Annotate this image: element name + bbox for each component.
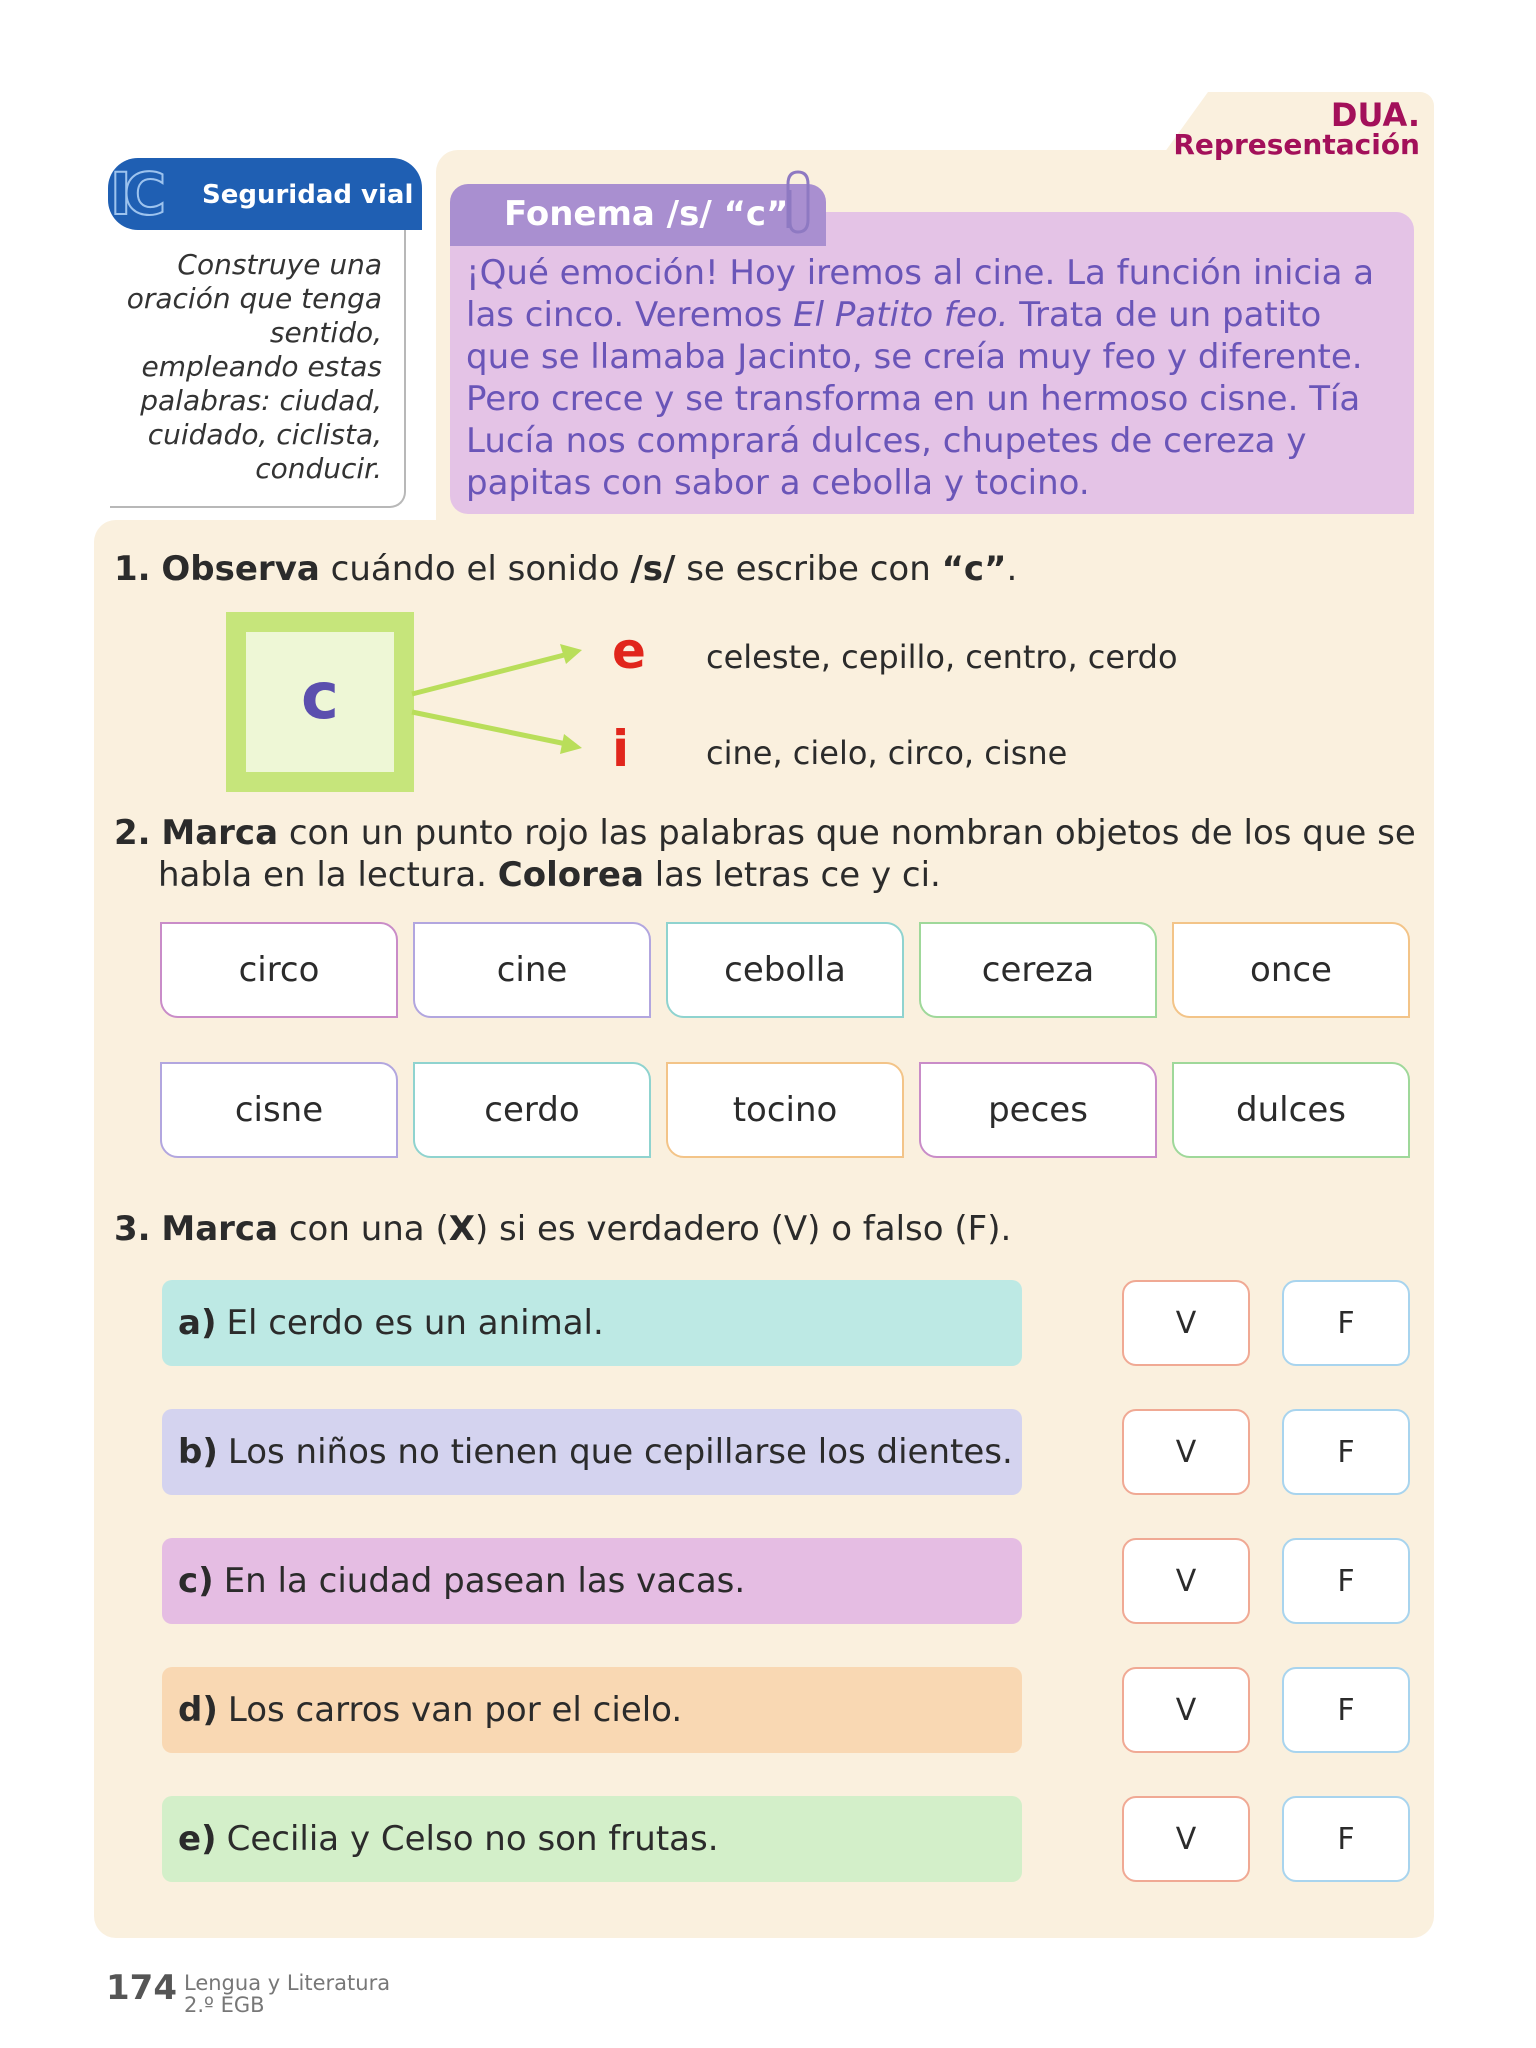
true-checkbox[interactable]: V (1122, 1538, 1250, 1624)
dua-title: DUA. (1330, 96, 1420, 134)
false-checkbox[interactable]: F (1282, 1280, 1410, 1366)
statement-b (162, 1409, 1022, 1495)
book-info: Lengua y Literatura 2.º EGB (184, 1971, 391, 2017)
arrow-icons (410, 630, 590, 760)
statement-a (162, 1280, 1022, 1366)
true-checkbox[interactable]: V (1122, 1796, 1250, 1882)
false-checkbox[interactable]: F (1282, 1796, 1410, 1882)
word-chip[interactable]: tocino (666, 1062, 904, 1158)
true-checkbox[interactable]: V (1122, 1280, 1250, 1366)
statement-d (162, 1667, 1022, 1753)
statement-letter: a) (178, 1303, 217, 1343)
seguridad-vial-instructions: Construye una oración que tenga sentido, empleando estas palabras: ciudad, cuidado, ciclista, conducir. (126, 248, 382, 485)
word-chip[interactable]: cereza (919, 922, 1157, 1018)
statement-c (162, 1538, 1022, 1624)
vowel-e: e (612, 622, 646, 680)
statement-letter: e) (178, 1819, 217, 1859)
statement-letter: c) (178, 1561, 214, 1601)
statement-letter: b) (178, 1432, 218, 1472)
true-checkbox[interactable]: V (1122, 1409, 1250, 1495)
paperclip-icon (776, 168, 816, 238)
statement-letter: d) (178, 1690, 218, 1730)
words-with-ce: celeste, cepillo, centro, cerdo (706, 638, 1178, 676)
statement-text: Los niños no tienen que cepillarse los dientes. (227, 1432, 1013, 1472)
statement-text: Cecilia y Celso no son frutas. (226, 1819, 719, 1859)
word-chip[interactable]: dulces (1172, 1062, 1410, 1158)
word-chip[interactable]: circo (160, 922, 398, 1018)
vowel-i: i (612, 720, 630, 778)
statement-text: El cerdo es un animal. (226, 1303, 604, 1343)
false-checkbox[interactable]: F (1282, 1538, 1410, 1624)
word-chip[interactable]: cerdo (413, 1062, 651, 1158)
question-2: 2. Marca con un punto rojo las palabras que nombran objetos de los que se habla en la lectura. Colorea las letras ce y ci. (114, 813, 1416, 895)
false-checkbox[interactable]: F (1282, 1409, 1410, 1495)
fonema-reading-text: ¡Qué emoción! Hoy iremos al cine. La función inicia a las cinco. Veremos El Patito feo. Trata de un patito que se llamaba Jacinto, se creía muy feo y diferente. Pero crece y se transforma en un hermoso cisne. Tía Lucía nos comprará dulces, chupetes de cereza y papitas con sabor a cebolla y tocino. (466, 253, 1375, 503)
statement-text: En la ciudad pasean las vacas. (223, 1561, 746, 1601)
statement-e (162, 1796, 1022, 1882)
words-with-ci: cine, cielo, circo, cisne (706, 734, 1068, 772)
page-number: 174 (106, 1968, 177, 2008)
word-chip[interactable]: cebolla (666, 922, 904, 1018)
word-chip[interactable]: cisne (160, 1062, 398, 1158)
word-chip[interactable]: cine (413, 922, 651, 1018)
fonema-title: Fonema /s/ “c” (504, 194, 789, 234)
true-checkbox[interactable]: V (1122, 1667, 1250, 1753)
dua-subtitle: Representación (1173, 128, 1420, 161)
word-chip[interactable]: once (1172, 922, 1410, 1018)
statement-text: Los carros van por el cielo. (227, 1690, 683, 1730)
ic-logo-icon: IC (110, 160, 159, 228)
seguridad-vial-label: Seguridad vial (202, 180, 414, 210)
c-letter: c (301, 660, 339, 734)
false-checkbox[interactable]: F (1282, 1667, 1410, 1753)
question-1: 1. Observa cuándo el sonido /s/ se escribe con “c”. (114, 549, 1018, 589)
word-chip[interactable]: peces (919, 1062, 1157, 1158)
question-3: 3. Marca con una (X) si es verdadero (V) o falso (F). (114, 1209, 1012, 1249)
